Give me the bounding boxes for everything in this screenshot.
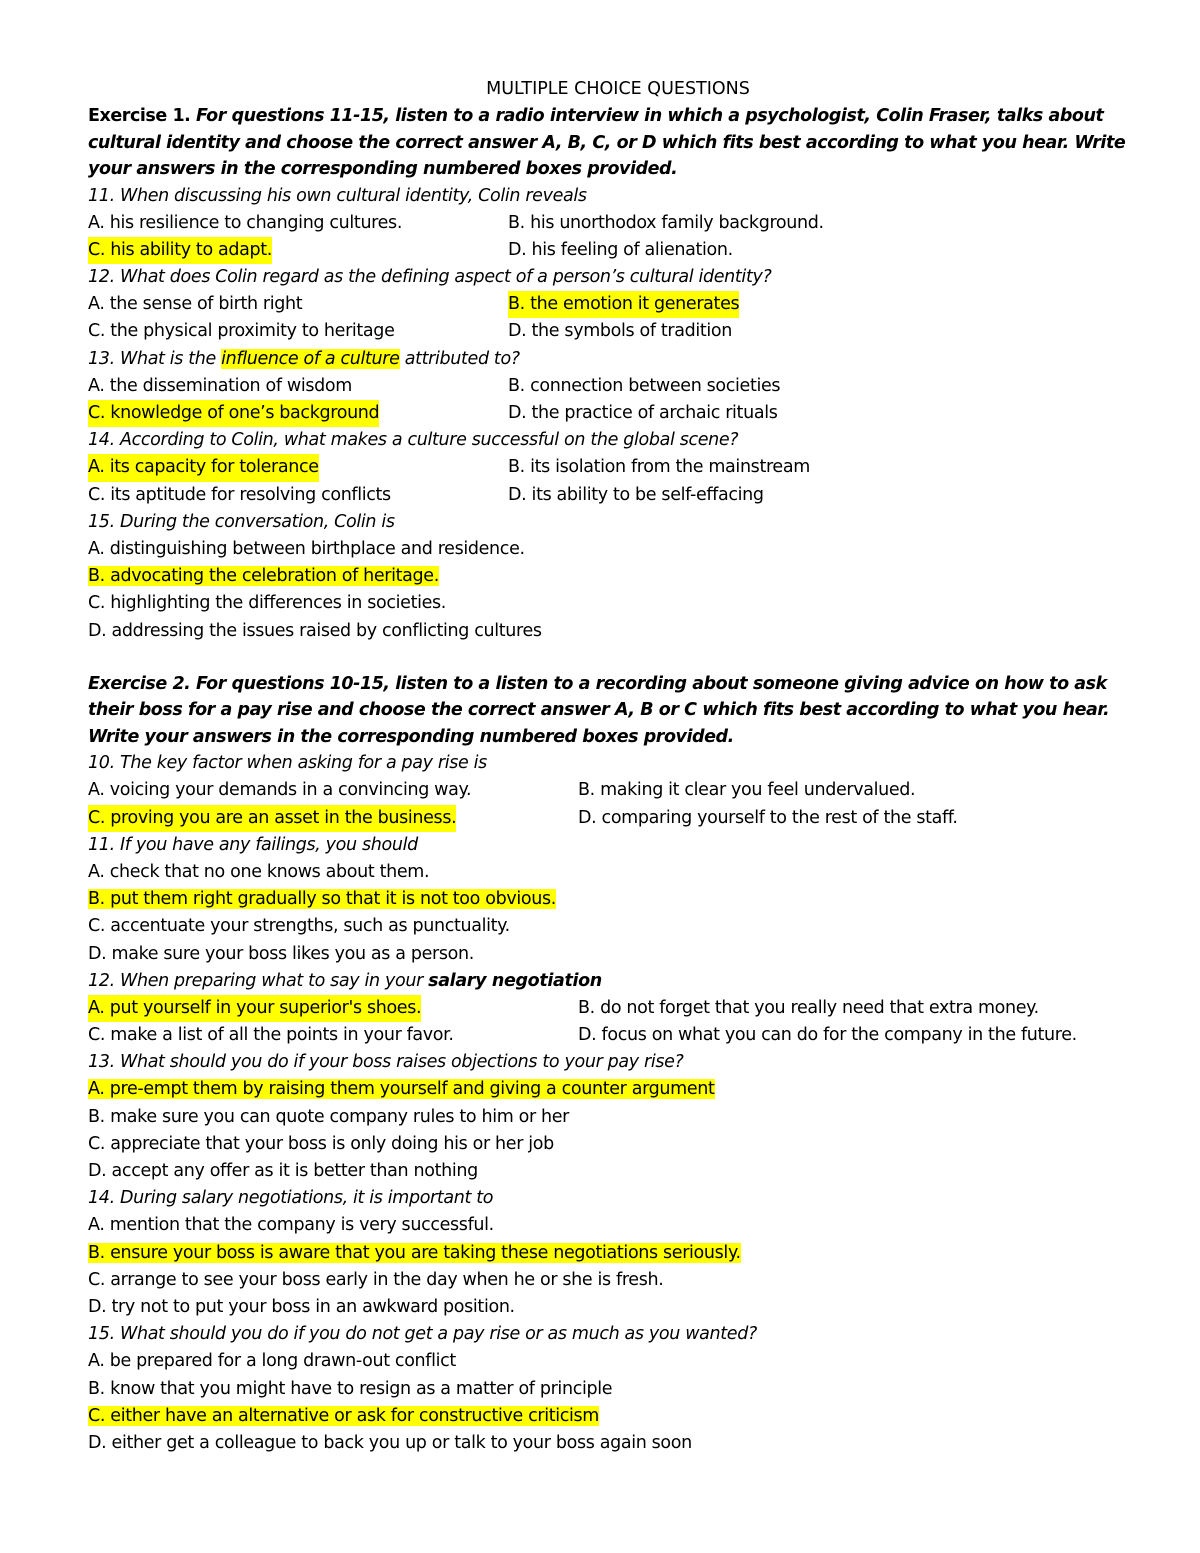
question-text: 13. What should you do if your boss raises objections to your pay rise? — [88, 1052, 684, 1073]
option-c-text: C. either have an alternative or ask for constructive criticism — [88, 1405, 599, 1426]
options-row — [88, 805, 1148, 832]
options-row — [88, 995, 1148, 1022]
option-c — [88, 913, 1148, 940]
option-d: D. the symbols of tradition — [508, 321, 733, 342]
option-b: B. connection between societies — [508, 375, 781, 396]
option-d-text: D. either get a colleague to back you up or talk to your boss again soon — [88, 1432, 692, 1453]
option-a-text: A. mention that the company is very successful. — [88, 1215, 494, 1236]
option-d — [88, 1430, 1148, 1457]
bold-phrase: salary negotiation — [428, 970, 602, 991]
options-row — [88, 482, 1148, 509]
question-text — [88, 968, 1148, 995]
option-b-answer — [88, 563, 1148, 590]
option-d — [88, 1294, 1148, 1321]
option-d: D. his feeling of alienation. — [508, 239, 733, 260]
question-text: 15. During the conversation, Colin is — [88, 511, 395, 532]
option-a-text: A. check that no one knows about them. — [88, 861, 430, 882]
question-text-end: attributed to? — [399, 348, 520, 369]
option-b: B. do not forget that you really need that extra money. — [578, 997, 1039, 1018]
option-c-text: C. appreciate that your boss is only doing his or her job — [88, 1133, 554, 1154]
option-a: A. his resilience to changing cultures. — [88, 212, 403, 233]
option-a: A. voicing your demands in a convincing way. — [88, 780, 472, 801]
option-c: C. make a list of all the points in your favor. — [88, 1025, 454, 1046]
option-d-text: D. addressing the issues raised by conflicting cultures — [88, 620, 542, 641]
option-b: B. his unorthodox family background. — [508, 212, 824, 233]
question-text-start: 12. When preparing what to say in your — [88, 970, 429, 991]
option-d-text: D. accept any offer as it is better than nothing — [88, 1161, 478, 1181]
option-d-text: D. make sure your boss likes you as a person. — [88, 943, 474, 964]
question-text: 11. If you have any failings, you should — [88, 834, 418, 855]
option-c-text: C. highlighting the differences in societies. — [88, 593, 446, 614]
option-d — [88, 941, 1148, 968]
worksheet-page — [88, 76, 1148, 1457]
options-row — [88, 210, 1148, 237]
question-text: 14. According to Colin, what makes a culture successful on the global scene? — [88, 430, 739, 451]
option-a — [88, 1348, 1148, 1375]
options-row — [88, 291, 1148, 318]
options-row — [88, 777, 1148, 804]
option-d-text: D. try not to put your boss in an awkward position. — [88, 1296, 515, 1317]
question-text-start: 13. What is the — [88, 348, 222, 369]
option-b: B. making it clear you feel undervalued. — [578, 780, 916, 801]
option-c-answer — [88, 1403, 1148, 1430]
option-b-answer — [88, 1240, 1148, 1267]
option-c-answer: C. knowledge of one’s background — [88, 400, 379, 427]
options-row — [88, 1022, 1148, 1049]
option-c — [88, 1131, 1148, 1158]
option-b-text: B. make sure you can quote company rules to him or her — [88, 1106, 570, 1127]
option-d: D. its ability to be self-effacing — [508, 484, 764, 505]
option-c: C. its aptitude for resolving conflicts — [88, 484, 391, 505]
option-c: C. the physical proximity to heritage — [88, 321, 395, 342]
question-text — [88, 346, 1148, 373]
exercise-2-instructions — [88, 671, 1148, 751]
highlighted-phrase: influence of a culture — [221, 348, 400, 369]
option-b-answer — [88, 886, 1148, 913]
options-row — [88, 400, 1148, 427]
option-a: A. the sense of birth right — [88, 294, 303, 315]
question-text: 11. When discussing his own cultural identity, Colin reveals — [88, 185, 587, 206]
option-a — [88, 536, 1148, 563]
options-row — [88, 373, 1148, 400]
option-a — [88, 1212, 1148, 1239]
option-c-text: C. arrange to see your boss early in the day when he or she is fresh. — [88, 1269, 664, 1290]
option-c-answer: C. proving you are an asset in the business. — [88, 805, 456, 832]
question-text: 12. What does Colin regard as the defining aspect of a person’s cultural identity? — [88, 267, 772, 288]
option-b-answer: B. the emotion it generates — [508, 291, 739, 318]
option-a — [88, 859, 1148, 886]
option-a: A. the dissemination of wisdom — [88, 375, 352, 396]
exercise-2-label: Exercise 2. — [88, 673, 191, 694]
option-b — [88, 1104, 1148, 1131]
option-b: B. its isolation from the mainstream — [508, 457, 810, 478]
option-b — [88, 1376, 1148, 1403]
exercise-1-label: Exercise 1. — [88, 106, 191, 126]
option-a-answer: A. its capacity for tolerance — [88, 454, 319, 481]
exercise-2-instruction: For questions 10-15, listen to a listen to a recording about someone giving advice on how to ask their boss for a pay rise and choose the correct answer A, B or C which fits best according to what you hear. Write your answers in the corresponding numbered boxes provided. — [88, 673, 1110, 747]
page-title: MULTIPLE CHOICE QUESTIONS — [486, 79, 750, 99]
option-d: D. focus on what you can do for the company in the future. — [578, 1025, 1077, 1046]
options-row — [88, 237, 1148, 264]
option-b-text: B. know that you might have to resign as a matter of principle — [88, 1378, 613, 1399]
question-text: 14. During salary negotiations, it is important to — [88, 1188, 494, 1209]
option-a-answer: A. put yourself in your superior's shoes. — [88, 995, 421, 1022]
option-b-text: B. ensure your boss is aware that you are taking these negotiations seriously. — [88, 1242, 741, 1263]
options-row — [88, 318, 1148, 345]
option-c — [88, 590, 1148, 617]
question-text: 10. The key factor when asking for a pay rise is — [88, 753, 487, 774]
question-text: 15. What should you do if you do not get a pay rise or as much as you wanted? — [88, 1324, 757, 1345]
options-row — [88, 454, 1148, 481]
option-b-text: B. advocating the celebration of heritage. — [88, 566, 439, 587]
option-c-answer: C. his ability to adapt. — [88, 237, 272, 264]
section-spacer — [88, 645, 1148, 671]
exercise-1-instruction: For questions 11-15, listen to a radio interview in which a psychologist, Colin Fraser, talks about cultural identity and choose the correct answer A, B, C, or D which fits best according to what you hear. Write your answers in the corresponding numbered boxes provided. — [88, 106, 1126, 179]
option-a-text: A. pre-empt them by raising them yourself and giving a counter argument — [88, 1079, 715, 1100]
option-c — [88, 1267, 1148, 1294]
option-d: D. comparing yourself to the rest of the staff. — [578, 807, 958, 828]
option-d — [88, 1158, 1148, 1185]
option-c-text: C. accentuate your strengths, such as punctuality. — [88, 916, 510, 937]
option-d — [88, 618, 1148, 645]
exercise-1-instructions — [88, 103, 1148, 183]
option-b-text: B. put them right gradually so that it is not too obvious. — [88, 889, 556, 910]
option-a-text: A. be prepared for a long drawn-out conflict — [88, 1351, 456, 1372]
option-a-answer — [88, 1076, 1148, 1103]
option-d: D. the practice of archaic rituals — [508, 403, 778, 423]
option-a-text: A. distinguishing between birthplace and residence. — [88, 538, 525, 559]
